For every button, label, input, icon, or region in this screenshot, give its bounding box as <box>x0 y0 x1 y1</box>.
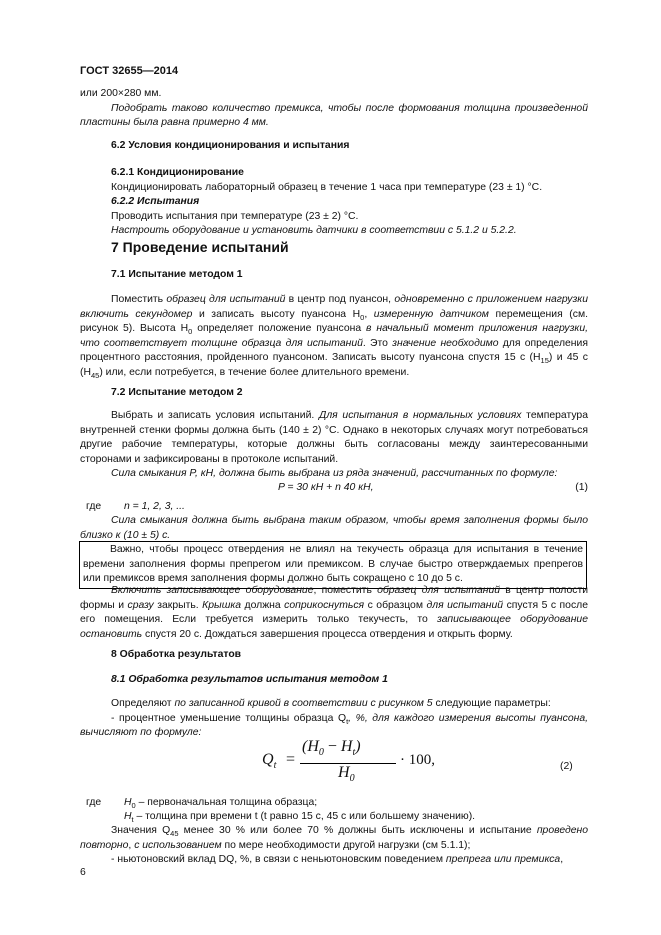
important-note-box <box>79 541 587 589</box>
intro-line: или 200×280 мм. <box>80 88 162 99</box>
important-note-text: Важно, чтобы процесс отвердения не влиял на текучесть образца для испытания в течение времени заполнения формы препрегом или премиксом. В случае быстро отверждаемых препрегов или премиксов время заполнения формы должно быть сокращено с 10 до 5 с. <box>83 544 583 585</box>
equation-1-body: P = 30 кН + n 40 кН, <box>278 482 374 493</box>
section-8-1-paragraph-3: Значения $Q_{45}$ менее 30 % или более 70 % должны быть исключены и испытание проведено повторно, с использованием по мере необходимости другой нагрузки (см 5.1.1); <box>80 825 588 851</box>
section-7-title: 7 Проведение испытаний <box>111 239 289 255</box>
page-number: 6 <box>80 867 86 878</box>
section-6-2-2-text: Проводить испытания при температуре (23 ± 2) °С. <box>111 210 359 222</box>
section-6-2-title: 6.2 Условия кондиционирования и испытания <box>111 140 350 151</box>
section-7-2-paragraph-3: Сила смыкания должна быть выбрана таким образом, чтобы время заполнения формы было близко к (10 ± 5) с. <box>80 515 588 541</box>
where-definition-1: n = 1, 2, 3, ... <box>124 501 185 512</box>
where-label-1: где <box>86 501 102 512</box>
section-7-1-body <box>80 293 588 381</box>
equation-2-numerator: $(H_0 - H_t)$ <box>302 738 361 759</box>
equation-1-number: (1) <box>575 482 588 493</box>
section-8-1-title: 8.1 Обработка результатов испытания методом 1 <box>111 674 388 685</box>
intro-paragraph: Подобрать таково количество премикса, чтобы после формования толщина произведенной пластины была равна примерно 4 мм. <box>80 102 588 129</box>
section-7-2-paragraph-1: Выбрать и записать условия испытаний. Для испытания в нормальных условиях температура внутренней стенки формы должна быть (140 ± 2) °С. Однако в некоторых случаях могут потребоваться другие рабочие температуры, которые должны быть согласованы между заинтересованными сторонами и зафиксированы в протоколе испытаний. <box>80 410 588 465</box>
section-7-1-title: 7.1 Испытание методом 1 <box>111 269 243 280</box>
section-8-1-continued <box>80 824 588 868</box>
section-7-2-paragraph-3-block <box>80 514 588 543</box>
section-8-1-body <box>80 697 588 741</box>
section-7-1-paragraph: Поместить образец для испытаний в центр под пуансон, одновременно с приложением нагрузки включить секундомер и записать высоту пуансона $H_0$, измеренную датчиком перемещения (см. рисунок 5). Высота $H_0$ определяет положение пуансона в начальный момент приложения нагрузки, что соответствует толщине образца для испытаний. Это значение необходимо для определения процентного расстояния, пройденного пуансоном. Записать высоту пуансона спустя 15 с $(H_{15})$ и 45 с $(H_{45})$ или, если потребуется, в течение более длительного времени. <box>80 294 588 381</box>
equation-2-number: (2) <box>560 761 573 772</box>
equation-2 <box>262 738 442 786</box>
section-8-1-paragraph-1: Определяют по записанной кривой в соответствии с рисунком 5 следующие параметры: <box>111 698 551 709</box>
equation-2-tail: · 100, <box>400 752 435 768</box>
where-definition-ht: $H_t$ – толщина при времени t (t равно 15 с, 45 с или большему значению). <box>124 811 476 825</box>
section-8-1-paragraph-4: - ньютоновский вклад DQ, %, в связи с неньютоновским поведением препрега или премикса, <box>111 854 564 866</box>
equation-2-denominator: $H_0$ <box>338 764 355 785</box>
where-label-2: где <box>86 797 102 808</box>
section-7-2-paragraph-4-block <box>80 584 588 642</box>
section-7-2-paragraph-2: Сила смыкания P, кН, должна быть выбрана из ряда значений, рассчитанных по формуле: <box>111 468 558 480</box>
section-7-2-paragraph-4: Включить записывающее оборудование, поместить образец для испытаний в центр полости формы и сразу закрыть. Крышка должна соприкоснуться с образцом для испытаний спустя 5 с после его помещения. Если требуется измерить только текучесть, то записывающее оборудование остановить спустя 20 с. Дождаться завершения процесса отвердения и открыть форму. <box>80 585 589 640</box>
where-definition-h0: $H_0$ – первоначальная толщина образца; <box>124 797 318 811</box>
section-8-title: 8 Обработка результатов <box>111 649 242 660</box>
section-7-2-body <box>80 409 588 482</box>
section-6-2-2-note: Настроить оборудование и установить датчики в соответствии с 5.1.2 и 5.2.2. <box>111 225 517 237</box>
section-6-2-body <box>80 166 588 239</box>
section-7-2-title: 7.2 Испытание методом 2 <box>111 387 243 398</box>
section-6-2-1-title: 6.2.1 Кондиционирование <box>111 167 244 178</box>
section-6-2-2-title: 6.2.2 Испытания <box>111 196 200 208</box>
section-8-1-paragraph-2: - процентное уменьшение толщины образца $Q_t$, %, для каждого измерения высоты пуансона, вычисляют по формуле: <box>80 712 588 739</box>
equation-2-equals: = <box>286 751 296 768</box>
intro-block <box>80 87 588 131</box>
standard-header: ГОСТ 32655—2014 <box>80 65 179 77</box>
section-6-2-1-text: Кондиционировать лабораторный образец в течение 1 часа при температуре (23 ± 1) °С. <box>111 181 543 193</box>
equation-2-lhs: $Q_t$ <box>262 751 277 772</box>
